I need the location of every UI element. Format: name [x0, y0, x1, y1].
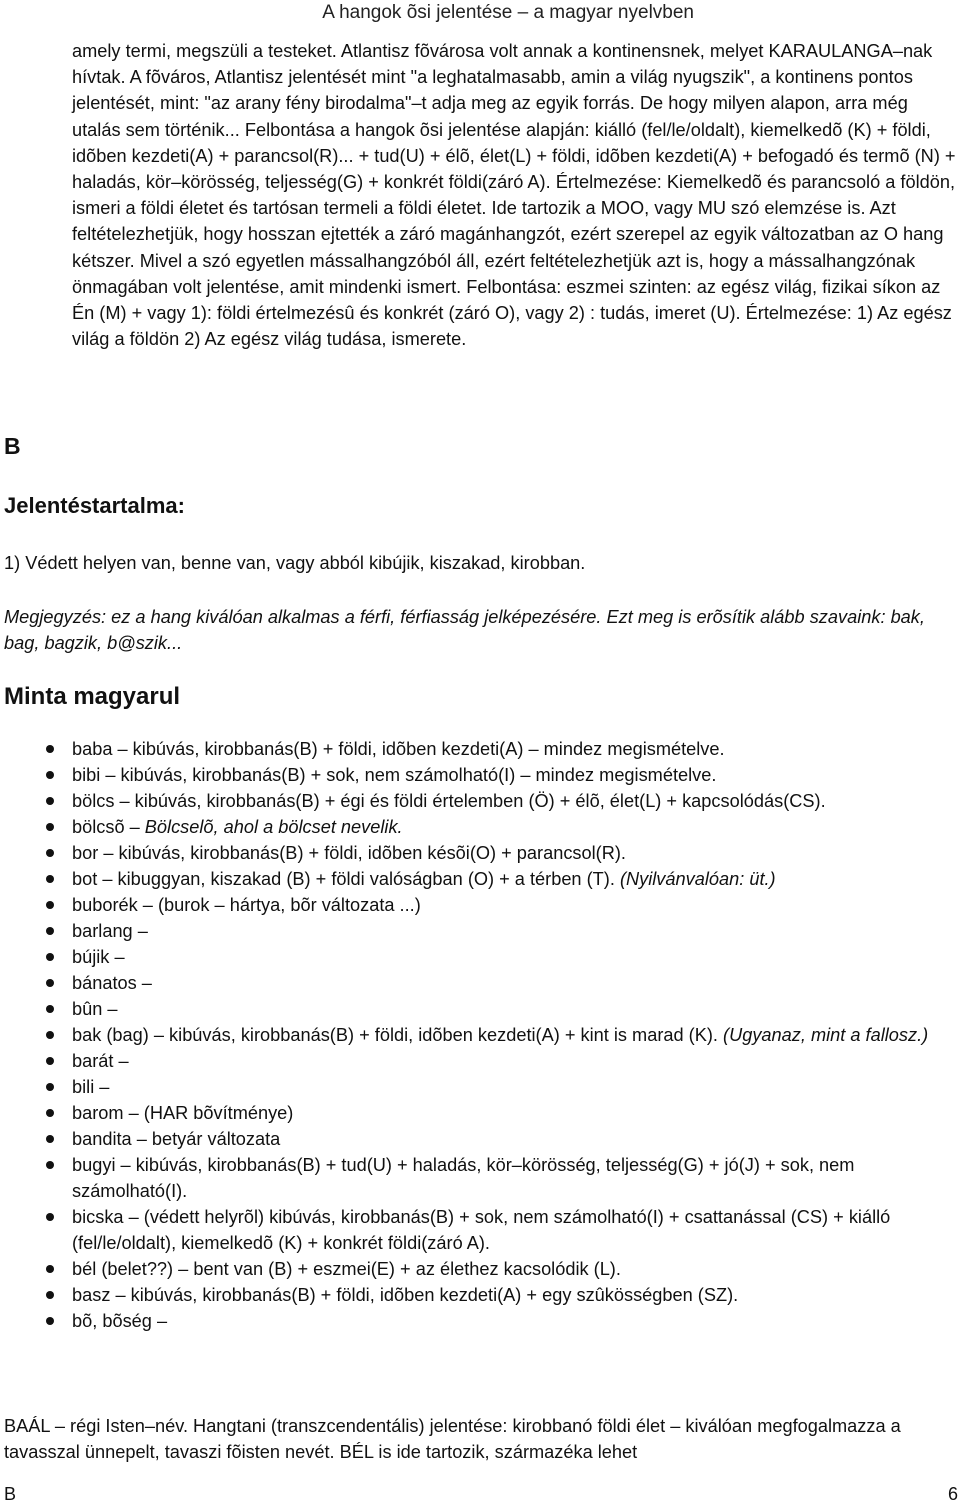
list-item: bölcs – kibúvás, kirobbanás(B) + égi és földi értelemben (Ö) + élõ, élet(L) + kapcsolódás(CS).: [72, 788, 960, 814]
list-item: barom – (HAR bõvítménye): [72, 1100, 960, 1126]
footer-letter: B: [4, 1484, 17, 1504]
page-number: 6: [947, 1484, 958, 1504]
list-item: bugyi – kibúvás, kirobbanás(B) + tud(U) + haladás, kör–körösség, teljesség(G) + jó(J) + sok, nem számolható(I).: [72, 1152, 960, 1204]
content-heading: Jelentéstartalma:: [4, 493, 185, 518]
list-item: bél (belet??) – bent van (B) + eszmei(E) + az élethez kacsolódik (L).: [72, 1256, 960, 1282]
list-item: bölcsõ – Bölcselõ, ahol a bölcset nevelik.: [72, 814, 960, 840]
list-item: bicska – (védett helyrõl) kibúvás, kirobbanás(B) + sok, nem számolható(I) + csattanással (CS) + kiálló (fel/le/oldalt), kiemelkedõ (K) + konkrét földi(záró A).: [72, 1204, 960, 1256]
list-item: bili –: [72, 1074, 960, 1100]
list-item: bandita – betyár változata: [72, 1126, 960, 1152]
list-item: bor – kibúvás, kirobbanás(B) + földi, idõben késõi(O) + parancsol(R).: [72, 840, 960, 866]
list-item: bújik –: [72, 944, 960, 970]
list-item: bûn –: [72, 996, 960, 1022]
note-text: Megjegyzés: ez a hang kiválóan alkalmas a férfi, férfiasság jelképezésére. Ezt meg is erõsítik alább szavaink: bak, bag, bagzik, b@szik...: [4, 607, 925, 653]
list-item: bõ, bõség –: [72, 1308, 960, 1334]
intro-paragraph: amely termi, megszüli a testeket. Atlantisz fõvárosa volt annak a kontinensnek, melyet KARAULANGA–nak hívtak. A fõváros, Atlantisz jelentését mint "a leghatalmasabb, amin a világ nyugszik", a kontinens pontos jelentését, mint: "az arany fény birodalma"–t adja meg az egyik forrás. De hogy milyen alapon, arra még utalás sem történik... Felbontása a hangok õsi jelentése alapján: kiálló (fel/le/oldalt), kiemelkedõ (K) + földi, idõben kezdeti(A) + parancsol(R)... + tud(U) + élõ, élet(L) + földi, idõben kezdeti(A) + befogadó és termõ (N) + haladás, kör–körösség, teljesség(G) + konkrét földi(záró A). Értelmezése: Kiemelkedõ és parancsoló a földön, ismeri a földi életet és tartósan termeli a földi életet. Ide tartozik a MOO, vagy MU szó elemzése is. Azt feltételezhetjük, hogy hosszan ejtették a záró magánhangzót, ezért szerepel az egyik változatban az O hang kétszer. Mivel a szó egyetlen mássalhangzóból áll, ezért feltételezhetjük azt is, hogy a mássalhangzónak önmagában volt jelentése, amit mindenki ismert. Felbontása: eszmei szinten: az egész világ, fizikai síkon az Én (M) + vagy 1): földi értelmezésû és konkrét (záró O), vagy 2) : tudás, imeret (U). Értelmezése: 1) Az egész világ a földön 2) Az egész világ tudása, ismerete.: [72, 41, 956, 350]
letter-heading: B: [4, 433, 21, 459]
list-item: bot – kibuggyan, kiszakad (B) + földi valóságban (O) + a térben (T). (Nyilvánvalóan: üt.): [72, 866, 960, 892]
example-list: [72, 736, 960, 1334]
list-item: bánatos –: [72, 970, 960, 996]
list-item: barát –: [72, 1048, 960, 1074]
list-item: bibi – kibúvás, kirobbanás(B) + sok, nem számolható(I) – mindez megismételve.: [72, 762, 960, 788]
list-item: buborék – (burok – hártya, bõr változata ...): [72, 892, 960, 918]
list-item: barlang –: [72, 918, 960, 944]
list-item: baba – kibúvás, kirobbanás(B) + földi, idõben kezdeti(A) – mindez megismételve.: [72, 736, 960, 762]
meaning-text: 1) Védett helyen van, benne van, vagy abból kibújik, kiszakad, kirobban.: [4, 553, 586, 573]
running-header: A hangok õsi jelentése – a magyar nyelvben: [322, 2, 694, 23]
sample-heading: Minta magyarul: [4, 683, 181, 710]
list-item: basz – kibúvás, kirobbanás(B) + földi, idõben kezdeti(A) + egy szûkösségben (SZ).: [72, 1282, 960, 1308]
final-paragraph: BAÁL – régi Isten–név. Hangtani (transzcendentális) jelentése: kirobbanó földi élet – kiválóan megfogalmazza a tavasszal ünnepelt, tavaszi fõisten nevét. BÉL is ide tartozik, származéka lehet: [4, 1416, 901, 1462]
list-item: bak (bag) – kibúvás, kirobbanás(B) + földi, idõben kezdeti(A) + kint is marad (K). (Ugyanaz, mint a fallosz.): [72, 1022, 960, 1048]
